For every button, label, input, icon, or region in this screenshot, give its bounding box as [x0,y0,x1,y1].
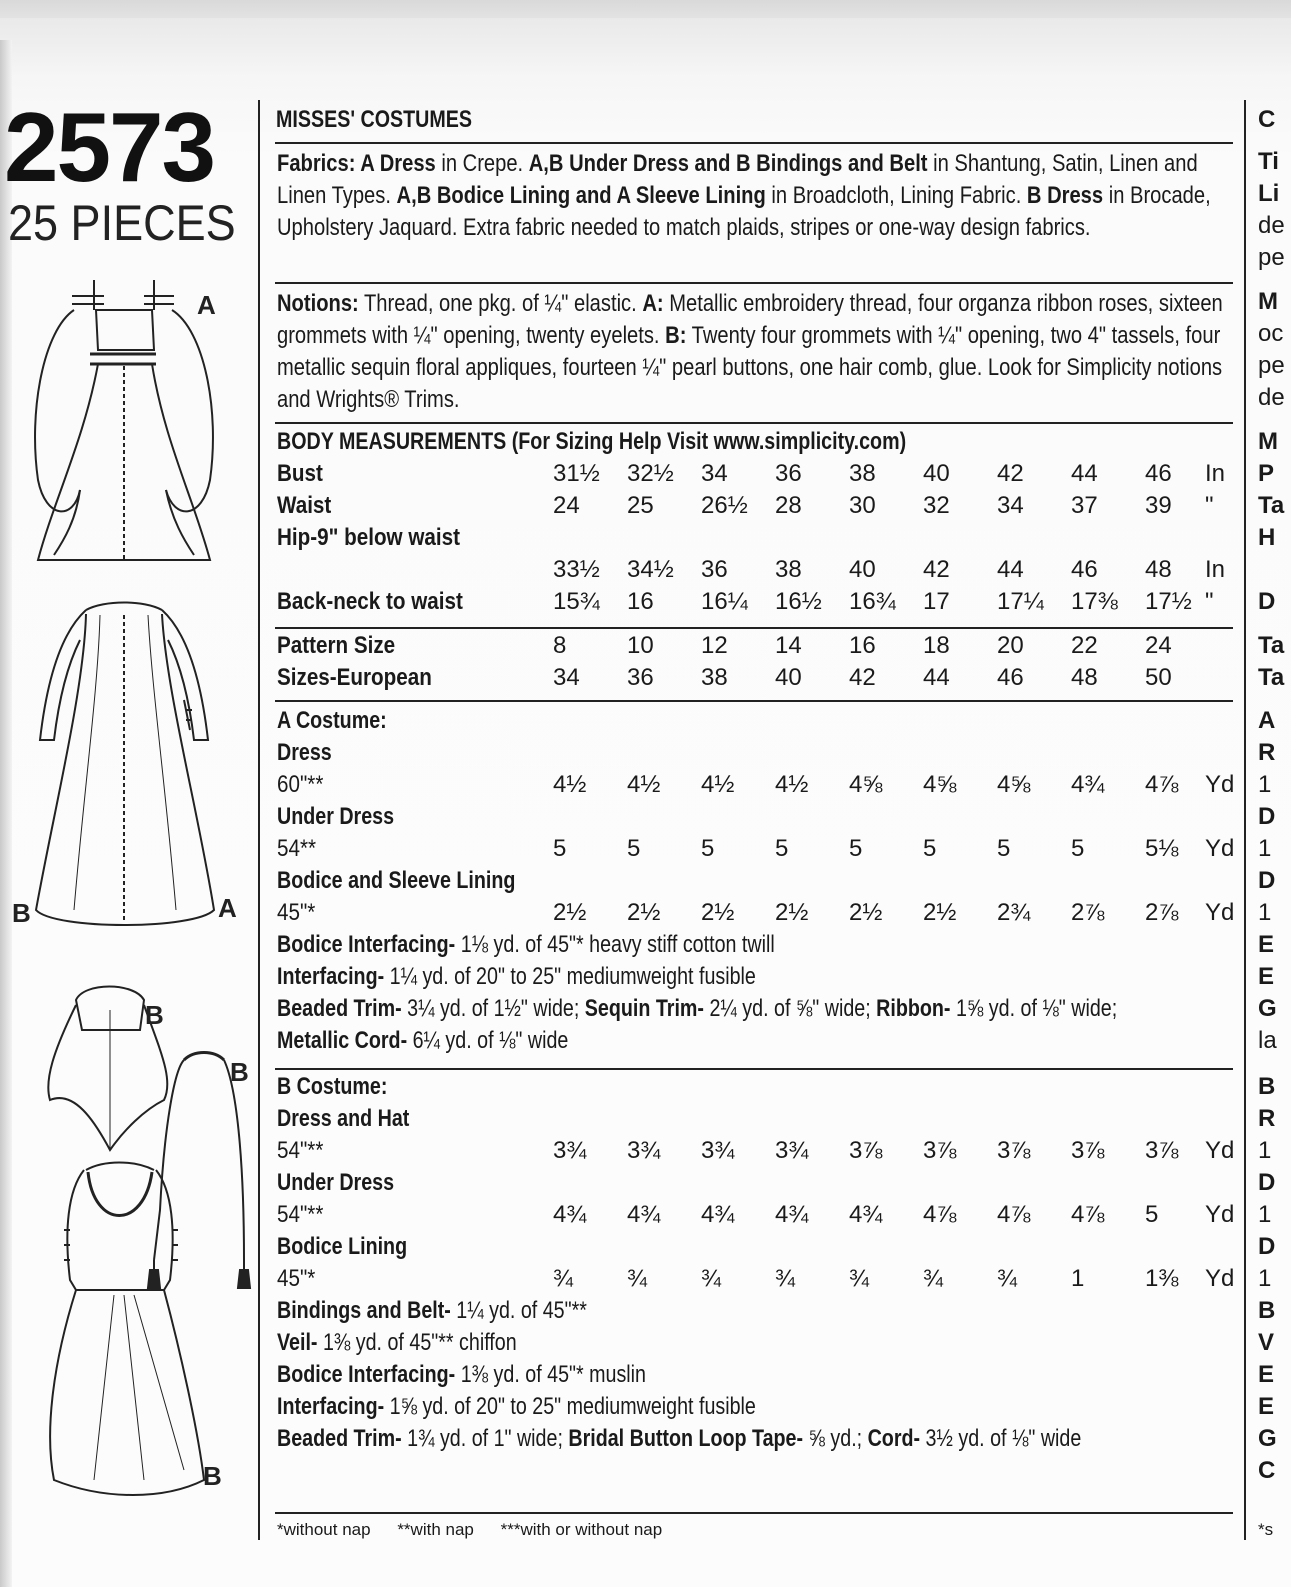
cut-off-text-fragment: pe [1258,244,1285,271]
size-value: 17½ [1145,588,1192,615]
cut-off-text-fragment: pe [1258,352,1285,379]
unit: Yd [1205,771,1235,798]
view-label-b-veil: B [145,1000,164,1030]
body-measurements-heading: BODY MEASUREMENTS (For Sizing Help Visit www.simplicity.com) [277,428,907,455]
footnotes [277,1520,684,1540]
view-label-b-belt: B [230,1057,249,1087]
paragraph-label: Notions: [277,290,359,317]
costume-a-item-name [277,739,332,767]
size-value: ¾ [553,1265,574,1292]
size-value: 3¾ [553,1137,587,1164]
row-label: 54"** [277,1201,324,1228]
text-run: 1¾ yd. of 1" wide; [401,1425,569,1452]
unit: Yd [1205,835,1235,862]
size-value: 2½ [701,899,735,926]
size-value: 8 [553,632,567,659]
unit: In [1205,460,1226,487]
size-value: 12 [701,632,728,659]
measurement-row [277,492,1237,524]
size-value: 46 [997,664,1024,691]
costume-a-heading [277,707,387,735]
costume-b-note [277,1425,1081,1453]
unit: Yd [1205,1265,1235,1292]
size-value: ¾ [627,1265,648,1292]
bold-term: Under Dress [277,1169,395,1196]
text-run: ⅝ yd.; [803,1425,868,1452]
costume-b-illustration [50,1163,204,1496]
size-value: 4¾ [701,1201,735,1228]
size-value: ¾ [701,1265,722,1292]
size-value: 2½ [627,899,661,926]
cut-off-text-fragment: D [1258,803,1276,830]
footnote-without-nap: *without nap [277,1520,371,1539]
size-value: 15¾ [553,588,600,615]
costume-a-note [277,931,775,959]
size-value: 16 [849,632,876,659]
cut-off-text-fragment: C [1258,1457,1276,1484]
costume-a-yardage-row [277,899,1237,931]
row-label: 54"** [277,1137,324,1164]
column-divider [258,100,260,1540]
size-value: 5⅛ [1145,835,1179,862]
text-run: Thread, one pkg. of ¼" elastic. [358,290,643,317]
size-value: 36 [701,556,728,583]
text-run: 1⅝ yd. of ⅛" wide; [950,995,1118,1022]
size-value: 4⅞ [923,1201,957,1228]
fabrics-paragraph [277,148,1235,244]
bold-term: Under Dress [277,803,395,830]
bold-term: Bridal Button Loop Tape- [568,1425,804,1452]
cut-off-text-fragment: P [1258,460,1275,487]
size-value: 5 [923,835,937,862]
cut-off-text-fragment: de [1258,212,1285,239]
size-value: 25 [627,492,654,519]
cut-off-text-fragment: D [1258,1169,1276,1196]
size-value: 30 [849,492,876,519]
cut-off-text-fragment: R [1258,1105,1276,1132]
unit: Yd [1205,1137,1235,1164]
size-value: 16¼ [701,588,748,615]
paragraph-label: Fabrics: [277,150,356,177]
size-value: 46 [1145,460,1172,487]
cut-off-text-fragment: E [1258,1361,1275,1388]
size-value: 4½ [775,771,809,798]
cut-off-text-fragment: Ta [1258,492,1285,519]
bold-term: A Costume: [277,707,387,734]
cut-off-text-fragment: 1 [1258,1201,1272,1228]
size-value: 2⅞ [1145,899,1179,926]
costume-b-note [277,1393,756,1421]
measurement-row [277,460,1237,492]
bold-term: A: [642,290,664,317]
text-run: 1¼ yd. of 45"** [450,1297,587,1324]
size-value: 46 [1071,556,1098,583]
size-value: 4⅝ [923,771,957,798]
size-value: ¾ [775,1265,796,1292]
size-value: ¾ [997,1265,1018,1292]
bold-term: Bodice Interfacing- [277,931,456,958]
text-run: 3½ yd. of ⅛" wide [920,1425,1082,1452]
rule [275,422,1233,424]
size-value: 38 [775,556,802,583]
text-run: in Shantung, Satin, Linen and Linen Types. [277,150,1198,209]
size-value: 32 [923,492,950,519]
cut-off-text-fragment: D [1258,588,1276,615]
bold-term: Ribbon- [876,995,951,1022]
bold-term: Metallic Cord- [277,1027,408,1054]
size-value: 5 [849,835,863,862]
cut-off-text-fragment: de [1258,384,1285,411]
size-value: 2½ [553,899,587,926]
bold-term: B Dress [1026,182,1104,209]
pattern-number: 2573 [4,92,215,202]
rule [275,627,1233,629]
size-value: 4¾ [553,1201,587,1228]
row-label: 54** [277,835,317,862]
cut-off-text-fragment: G [1258,995,1277,1022]
size-value: 16¾ [849,588,896,615]
size-value: 24 [1145,632,1172,659]
costume-b-item-name [277,1169,394,1197]
notions-paragraph [277,288,1235,416]
row-label: Hip-9" below waist [277,524,460,551]
bold-term: Bindings and Belt- [277,1297,451,1324]
cut-off-text-fragment: A [1258,707,1276,734]
cut-off-text-fragment: Li [1258,180,1280,207]
size-value: 17⅜ [1071,588,1118,615]
costume-b-note [277,1329,517,1357]
size-value: 31½ [553,460,600,487]
size-row [277,632,1237,664]
size-value: 17¼ [997,588,1044,615]
costume-a-item-name [277,867,515,895]
bold-term: Cord- [867,1425,921,1452]
size-value: 1⅜ [1145,1265,1179,1292]
section-title: MISSES' COSTUMES [276,106,473,133]
cut-off-text-fragment: Ta [1258,632,1285,659]
size-value: 3¾ [627,1137,661,1164]
size-value: 5 [1071,835,1085,862]
text-run: Metallic embroidery thread, four organza ribbon roses, sixteen grommets with ¼" opening, twenty eyelets. [277,290,1223,349]
cut-off-text-fragment: E [1258,1393,1275,1420]
size-value: 40 [775,664,802,691]
costume-b-item-name [277,1105,409,1133]
text-run: in Crepe. [435,150,529,177]
size-value: 17 [923,588,950,615]
unit: Yd [1205,899,1235,926]
costume-b-yardage-row [277,1137,1237,1169]
row-label: 60"** [277,771,324,798]
size-value: 40 [923,460,950,487]
text-run: 1⅜ yd. of 45"** chiffon [317,1329,517,1356]
size-value: 38 [701,664,728,691]
cut-off-text-fragment: 1 [1258,835,1272,862]
size-value: 3¾ [775,1137,809,1164]
cut-off-text-fragment: E [1258,931,1275,958]
right-column-divider [1244,100,1246,1540]
size-value: 40 [849,556,876,583]
unit: Yd [1205,1201,1235,1228]
row-label: Bust [277,460,323,487]
size-value: 4½ [627,771,661,798]
size-value: 4¾ [1071,771,1105,798]
size-value: 3⅞ [923,1137,957,1164]
cut-off-text-fragment: *s [1258,1520,1274,1539]
size-value: 3⅞ [1145,1137,1179,1164]
costume-a-item-name [277,803,394,831]
costume-b-heading [277,1073,387,1101]
costume-a-note [277,995,1117,1023]
text-run: 6¼ yd. of ⅛" wide [407,1027,569,1054]
text-run: 2¼ yd. of ⅝" wide; [703,995,877,1022]
size-value: 36 [775,460,802,487]
unit: " [1205,588,1214,615]
cut-off-text-fragment: M [1258,428,1278,455]
costume-b-item-name [277,1233,407,1261]
size-value: 42 [923,556,950,583]
size-value: 4½ [701,771,735,798]
bold-term: Interfacing- [277,1393,385,1420]
view-label-b-dress: B [203,1461,222,1491]
cut-off-text-fragment: D [1258,1233,1276,1260]
size-value: 5 [1145,1201,1159,1228]
size-value: 34½ [627,556,674,583]
size-value: 34 [553,664,580,691]
rule [275,142,1233,144]
size-value: 5 [997,835,1011,862]
size-value: 4⅝ [997,771,1031,798]
size-value: 5 [627,835,641,862]
size-value: 33½ [553,556,600,583]
bold-term: A Dress [355,150,436,177]
rule [275,1068,1233,1070]
cut-off-text-fragment: Ti [1258,148,1279,175]
bold-term: Beaded Trim- [277,995,402,1022]
cut-off-text-fragment: E [1258,963,1275,990]
costume-a-back-illustration [36,603,214,926]
unit: " [1205,492,1214,519]
row-label: Pattern Size [277,632,396,659]
size-value: 2½ [775,899,809,926]
size-value: 44 [923,664,950,691]
text-run: 1¼ yd. of 20" to 25" mediumweight fusible [384,963,756,990]
size-value: 3⅞ [1071,1137,1105,1164]
cut-off-text-fragment: 1 [1258,899,1272,926]
text-run: 3¼ yd. of 1½" wide; [401,995,585,1022]
size-value: 44 [997,556,1024,583]
size-value: 3⅞ [997,1137,1031,1164]
cut-off-text-fragment: M [1258,288,1278,315]
size-value: 36 [627,664,654,691]
size-value: 4⅞ [997,1201,1031,1228]
size-value: 4⅞ [1145,771,1179,798]
view-label-a-back: A [218,893,237,923]
size-value: 5 [553,835,567,862]
size-value: 4½ [553,771,587,798]
size-value: 22 [1071,632,1098,659]
size-value: 4¾ [849,1201,883,1228]
bold-term: Beaded Trim- [277,1425,402,1452]
text-run: Twenty four grommets with ¼" opening, two 4" tassels, four metallic sequin floral appliques, fourteen ¼" pearl buttons, one hair comb, glue. Look for Simplicity notions and Wrights® Trims. [277,322,1223,413]
view-label-b: B [12,898,31,928]
size-value: 50 [1145,664,1172,691]
costume-a-front-illustration [35,280,213,560]
cut-off-text-fragment: R [1258,739,1276,766]
row-label: 45"* [277,899,316,926]
rule [275,700,1233,702]
size-value: 4⅞ [1071,1201,1105,1228]
cut-off-text-fragment: oc [1258,320,1284,347]
text-run: 1⅜ yd. of 45"* muslin [455,1361,646,1388]
cut-off-text-fragment: D [1258,867,1276,894]
costume-b-note [277,1297,587,1325]
footnote-with-or-without-nap: ***with or without nap [500,1520,663,1539]
size-value: 18 [923,632,950,659]
cut-off-text-fragment: 1 [1258,1137,1272,1164]
costume-b-yardage-row [277,1265,1237,1297]
size-value: 26½ [701,492,748,519]
bold-term: Dress and Hat [277,1105,410,1132]
cut-off-text-fragment: B [1258,1297,1276,1324]
size-value: 2⅞ [1071,899,1105,926]
bold-term: A,B Bodice Lining and A Sleeve Lining [396,182,766,209]
text-run: 1⅛ yd. of 45"* heavy stiff cotton twill [455,931,775,958]
size-value: 44 [1071,460,1098,487]
bold-term: B: [665,322,687,349]
costume-b-note [277,1361,646,1389]
size-value: 10 [627,632,654,659]
costume-illustrations [14,270,259,1500]
text-run: in Broadcloth, Lining Fabric. [765,182,1027,209]
size-value: 14 [775,632,802,659]
cut-off-text-fragment: G [1258,1425,1277,1452]
size-value: 38 [849,460,876,487]
size-value: 4¾ [627,1201,661,1228]
costume-b-yardage-row [277,1201,1237,1233]
rule [275,282,1233,284]
size-value: 2¾ [997,899,1031,926]
bold-term: Interfacing- [277,963,385,990]
bold-term: Bodice Lining [277,1233,408,1260]
row-label: Sizes-European [277,664,432,691]
size-value: 34 [701,460,728,487]
scan-left-shadow [0,40,12,1587]
size-value: 48 [1071,664,1098,691]
measurement-row [277,588,1237,620]
bold-term: Sequin Trim- [584,995,704,1022]
bold-term: Bodice Interfacing- [277,1361,456,1388]
text-run: 1⅝ yd. of 20" to 25" mediumweight fusible [384,1393,756,1420]
size-value: 48 [1145,556,1172,583]
size-value: 42 [849,664,876,691]
size-row [277,664,1237,696]
bold-term: Dress [277,739,332,766]
size-value: 37 [1071,492,1098,519]
view-label-a: A [197,290,216,320]
bold-term: A,B Under Dress and B Bindings and Belt [528,150,928,177]
cut-off-text-fragment: V [1258,1329,1275,1356]
unit: In [1205,556,1226,583]
costume-a-note [277,963,756,991]
size-value: 39 [1145,492,1172,519]
row-label: Back-neck to waist [277,588,463,615]
size-value: 3¾ [701,1137,735,1164]
bold-term: Bodice and Sleeve Lining [277,867,516,894]
cut-off-text-fragment: 1 [1258,771,1272,798]
cut-off-text-fragment: Ta [1258,664,1285,691]
row-label: 45"* [277,1265,316,1292]
measurement-row [277,556,1237,588]
cut-off-text-fragment: la [1258,1027,1277,1054]
cut-off-text-fragment: 1 [1258,1265,1272,1292]
text-run: in Brocade, Upholstery Jaquard. Extra fabric needed to match plaids, stripes or one-way design fabrics. [277,182,1211,241]
size-value: 28 [775,492,802,519]
bold-term: B Costume: [277,1073,388,1100]
size-value: 5 [775,835,789,862]
size-value: 24 [553,492,580,519]
size-value: ¾ [849,1265,870,1292]
costume-a-note [277,1027,568,1055]
size-value: 5 [701,835,715,862]
cut-off-text-fragment: H [1258,524,1276,551]
size-value: 4⅝ [849,771,883,798]
size-value: 2½ [923,899,957,926]
size-value: 1 [1071,1265,1085,1292]
cut-off-text-fragment: B [1258,1073,1276,1100]
size-value: 34 [997,492,1024,519]
row-label: Waist [277,492,332,519]
pieces-count: 25 PIECES [8,195,236,251]
size-value: 42 [997,460,1024,487]
size-value: 20 [997,632,1024,659]
size-value: 4¾ [775,1201,809,1228]
cut-off-text-fragment: C [1258,106,1276,133]
size-value: 2½ [849,899,883,926]
measurement-row [277,524,1237,556]
size-value: 16½ [775,588,822,615]
costume-a-yardage-row [277,771,1237,803]
rule [275,1512,1233,1514]
size-value: ¾ [923,1265,944,1292]
bold-term: Veil- [277,1329,318,1356]
size-value: 16 [627,588,654,615]
size-value: 32½ [627,460,674,487]
footnote-with-nap: **with nap [397,1520,474,1539]
size-value: 3⅞ [849,1137,883,1164]
costume-a-yardage-row [277,835,1237,867]
